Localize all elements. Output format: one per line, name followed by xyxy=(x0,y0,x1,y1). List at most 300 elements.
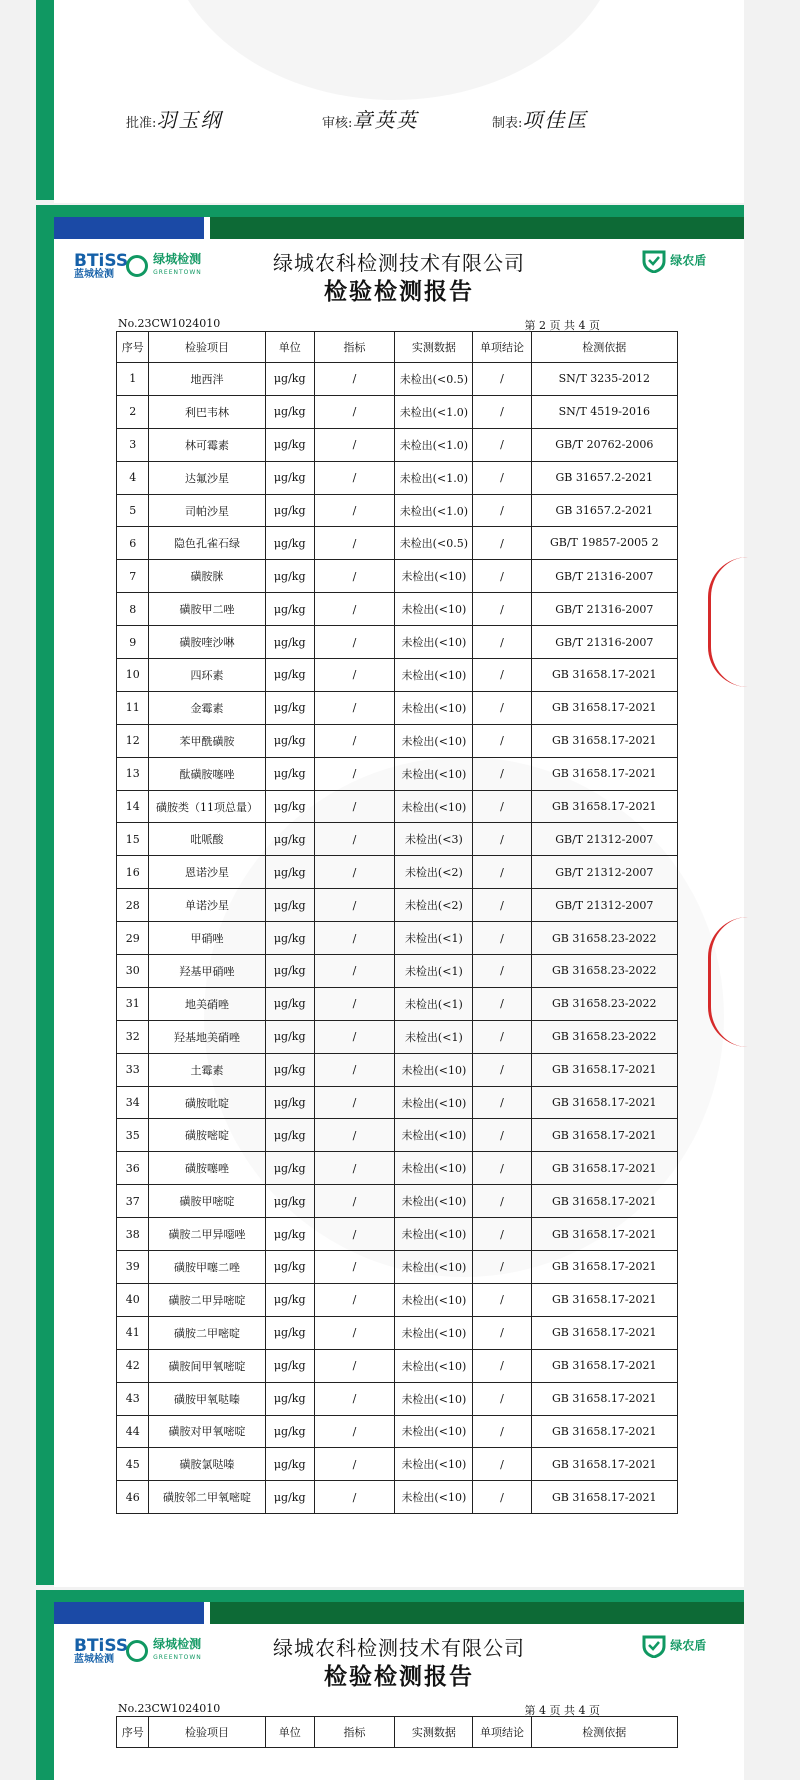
cell-result: 未检出(<10) xyxy=(395,1283,473,1316)
cell-method: GB 31658.17-2021 xyxy=(531,757,677,790)
approve-label: 批准: xyxy=(126,116,157,131)
table-row xyxy=(117,1218,678,1251)
cell-limit: / xyxy=(314,1251,394,1284)
cell-method: GB 31658.17-2021 xyxy=(531,1283,677,1316)
cell-item: 磺胺吡啶 xyxy=(149,1086,265,1119)
table-row xyxy=(117,593,678,626)
prepare-label: 制表: xyxy=(492,116,523,131)
cell-seq: 16 xyxy=(117,856,149,889)
cell-method: GB/T 21312-2007 xyxy=(531,823,677,856)
cell-method: GB 31658.17-2021 xyxy=(531,1218,677,1251)
cell-result: 未检出(<0.5) xyxy=(395,363,473,396)
cell-conclusion: / xyxy=(473,1119,531,1152)
cell-method: GB 31658.17-2021 xyxy=(531,1349,677,1382)
cell-conclusion: / xyxy=(473,395,531,428)
cell-limit: / xyxy=(314,1053,394,1086)
cell-unit: μg/kg xyxy=(265,1119,314,1152)
cell-item: 吡哌酸 xyxy=(149,823,265,856)
cell-method: GB 31658.17-2021 xyxy=(531,1185,677,1218)
header-method: 检测依据 xyxy=(531,1717,677,1748)
cell-seq: 15 xyxy=(117,823,149,856)
cell-unit: μg/kg xyxy=(265,626,314,659)
page4-sheet xyxy=(54,1602,744,1780)
cell-item: 磺胺甲噻二唑 xyxy=(149,1251,265,1284)
cell-seq: 34 xyxy=(117,1086,149,1119)
report-number: No.23CW1024010 xyxy=(118,317,221,330)
cell-item: 磺胺二甲异噁唑 xyxy=(149,1218,265,1251)
cell-unit: μg/kg xyxy=(265,691,314,724)
cell-conclusion: / xyxy=(473,593,531,626)
table-row xyxy=(117,889,678,922)
cell-method: GB 31658.23-2022 xyxy=(531,1020,677,1053)
cell-result: 未检出(<10) xyxy=(395,626,473,659)
cell-conclusion: / xyxy=(473,889,531,922)
cell-limit: / xyxy=(314,461,394,494)
cell-result: 未检出(<10) xyxy=(395,1185,473,1218)
cell-result: 未检出(<10) xyxy=(395,1349,473,1382)
cell-limit: / xyxy=(314,724,394,757)
cell-conclusion: / xyxy=(473,922,531,955)
cell-limit: / xyxy=(314,626,394,659)
cell-conclusion: / xyxy=(473,691,531,724)
cell-conclusion: / xyxy=(473,1020,531,1053)
header-limit: 指标 xyxy=(314,332,394,363)
cell-result: 未检出(<1.0) xyxy=(395,395,473,428)
cell-conclusion: / xyxy=(473,987,531,1020)
cell-result: 未检出(<10) xyxy=(395,724,473,757)
cell-item: 甲硝唑 xyxy=(149,922,265,955)
approve-signature: 羽玉纲 xyxy=(156,108,223,132)
cell-item: 隐色孔雀石绿 xyxy=(149,527,265,560)
cell-seq: 28 xyxy=(117,889,149,922)
cell-limit: / xyxy=(314,955,394,988)
cell-method: GB 31658.17-2021 xyxy=(531,724,677,757)
table-row xyxy=(117,527,678,560)
cell-result: 未检出(<10) xyxy=(395,1481,473,1514)
cell-seq: 29 xyxy=(117,922,149,955)
cell-result: 未检出(<3) xyxy=(395,823,473,856)
cell-item: 磺胺噻唑 xyxy=(149,1152,265,1185)
cell-limit: / xyxy=(314,1382,394,1415)
cell-seq: 3 xyxy=(117,428,149,461)
table-row xyxy=(117,955,678,988)
company-name: 绿城农科检测技术有限公司 xyxy=(273,251,525,275)
table-row xyxy=(117,428,678,461)
table-row xyxy=(117,1382,678,1415)
cell-item: 磺胺甲氧哒嗪 xyxy=(149,1382,265,1415)
cell-conclusion: / xyxy=(473,494,531,527)
cell-conclusion: / xyxy=(473,1185,531,1218)
cell-conclusion: / xyxy=(473,955,531,988)
cell-method: SN/T 4519-2016 xyxy=(531,395,677,428)
cell-method: GB/T 21312-2007 xyxy=(531,856,677,889)
cell-method: GB 31658.17-2021 xyxy=(531,1251,677,1284)
table-row xyxy=(117,1448,678,1481)
table-row xyxy=(117,363,678,396)
cell-result: 未检出(<1) xyxy=(395,1020,473,1053)
cell-limit: / xyxy=(314,790,394,823)
cell-method: GB 31658.17-2021 xyxy=(531,1152,677,1185)
signature-row xyxy=(54,92,744,132)
cell-item: 磺胺脒 xyxy=(149,560,265,593)
table-row xyxy=(117,395,678,428)
cell-conclusion: / xyxy=(473,724,531,757)
company-name: 绿城农科检测技术有限公司 xyxy=(273,1636,525,1660)
cell-method: GB 31657.2-2021 xyxy=(531,494,677,527)
cell-seq: 46 xyxy=(117,1481,149,1514)
cell-seq: 32 xyxy=(117,1020,149,1053)
cell-item: 达氟沙星 xyxy=(149,461,265,494)
cell-seq: 7 xyxy=(117,560,149,593)
cell-unit: μg/kg xyxy=(265,494,314,527)
cell-limit: / xyxy=(314,1086,394,1119)
cell-item: 苯甲酰磺胺 xyxy=(149,724,265,757)
table-row xyxy=(117,1086,678,1119)
cell-conclusion: / xyxy=(473,461,531,494)
page1-sheet xyxy=(54,0,744,203)
cell-limit: / xyxy=(314,922,394,955)
cell-limit: / xyxy=(314,659,394,692)
cell-seq: 9 xyxy=(117,626,149,659)
cell-conclusion: / xyxy=(473,757,531,790)
cell-item: 林可霉素 xyxy=(149,428,265,461)
results-table-page4 xyxy=(116,1716,678,1748)
cell-result: 未检出(<10) xyxy=(395,1382,473,1415)
cell-method: GB 31657.2-2021 xyxy=(531,461,677,494)
cell-method: GB 31658.17-2021 xyxy=(531,1316,677,1349)
cell-seq: 38 xyxy=(117,1218,149,1251)
cell-item: 地西泮 xyxy=(149,363,265,396)
cell-result: 未检出(<10) xyxy=(395,757,473,790)
greentown-logo: 绿城检测 GREENTOWN xyxy=(126,253,202,279)
cell-limit: / xyxy=(314,395,394,428)
cell-result: 未检出(<10) xyxy=(395,1053,473,1086)
cell-limit: / xyxy=(314,856,394,889)
cell-conclusion: / xyxy=(473,823,531,856)
cell-result: 未检出(<10) xyxy=(395,659,473,692)
cell-limit: / xyxy=(314,823,394,856)
cell-unit: μg/kg xyxy=(265,1185,314,1218)
cell-unit: μg/kg xyxy=(265,363,314,396)
cell-unit: μg/kg xyxy=(265,955,314,988)
cell-unit: μg/kg xyxy=(265,395,314,428)
cell-limit: / xyxy=(314,363,394,396)
cell-unit: μg/kg xyxy=(265,757,314,790)
header-unit: 单位 xyxy=(265,1717,314,1748)
cell-conclusion: / xyxy=(473,1316,531,1349)
cell-result: 未检出(<1.0) xyxy=(395,428,473,461)
review-signature: 章英英 xyxy=(352,108,419,132)
cell-unit: μg/kg xyxy=(265,1415,314,1448)
table-row xyxy=(117,1185,678,1218)
cell-item: 土霉素 xyxy=(149,1053,265,1086)
table-row xyxy=(117,922,678,955)
cell-seq: 12 xyxy=(117,724,149,757)
cell-unit: μg/kg xyxy=(265,922,314,955)
cell-result: 未检出(<10) xyxy=(395,593,473,626)
cell-conclusion: / xyxy=(473,1448,531,1481)
cell-limit: / xyxy=(314,1448,394,1481)
cell-seq: 41 xyxy=(117,1316,149,1349)
cell-method: GB/T 21316-2007 xyxy=(531,560,677,593)
cell-method: GB 31658.17-2021 xyxy=(531,1119,677,1152)
cell-unit: μg/kg xyxy=(265,1481,314,1514)
header-method: 检测依据 xyxy=(531,332,677,363)
page2-sheet xyxy=(54,217,744,1587)
page-info: 第 2 页 共 4 页 xyxy=(524,319,600,332)
header-seq: 序号 xyxy=(117,1717,149,1748)
cell-conclusion: / xyxy=(473,1283,531,1316)
cell-method: GB 31658.17-2021 xyxy=(531,1481,677,1514)
report-number: No.23CW1024010 xyxy=(118,1702,221,1715)
cell-limit: / xyxy=(314,494,394,527)
cell-result: 未检出(<2) xyxy=(395,856,473,889)
cell-item: 金霉素 xyxy=(149,691,265,724)
cell-unit: μg/kg xyxy=(265,987,314,1020)
cell-conclusion: / xyxy=(473,790,531,823)
header-stripe-blue xyxy=(54,1602,204,1624)
cell-conclusion: / xyxy=(473,1481,531,1514)
cell-limit: / xyxy=(314,1020,394,1053)
cell-item: 恩诺沙星 xyxy=(149,856,265,889)
cell-item: 磺胺类（11项总量） xyxy=(149,790,265,823)
cell-seq: 35 xyxy=(117,1119,149,1152)
cell-method: GB/T 19857-2005 2 xyxy=(531,527,677,560)
cell-seq: 4 xyxy=(117,461,149,494)
cell-result: 未检出(<1) xyxy=(395,987,473,1020)
table-row xyxy=(117,560,678,593)
header-stripe-green xyxy=(210,1602,744,1624)
cell-item: 四环素 xyxy=(149,659,265,692)
greentown-logo: 绿城检测 GREENTOWN xyxy=(126,1638,202,1664)
cell-method: GB 31658.17-2021 xyxy=(531,659,677,692)
table-row xyxy=(117,1283,678,1316)
cell-unit: μg/kg xyxy=(265,856,314,889)
cell-unit: μg/kg xyxy=(265,527,314,560)
table-row xyxy=(117,724,678,757)
cell-seq: 36 xyxy=(117,1152,149,1185)
cell-result: 未检出(<0.5) xyxy=(395,527,473,560)
cell-method: GB 31658.17-2021 xyxy=(531,691,677,724)
cell-seq: 40 xyxy=(117,1283,149,1316)
cell-result: 未检出(<10) xyxy=(395,1119,473,1152)
cell-conclusion: / xyxy=(473,1218,531,1251)
cell-seq: 5 xyxy=(117,494,149,527)
cell-method: GB 31658.17-2021 xyxy=(531,1053,677,1086)
cell-method: GB/T 21316-2007 xyxy=(531,593,677,626)
cell-unit: μg/kg xyxy=(265,659,314,692)
cell-method: GB/T 21312-2007 xyxy=(531,889,677,922)
table-row xyxy=(117,1481,678,1514)
cell-method: GB 31658.17-2021 xyxy=(531,790,677,823)
cell-limit: / xyxy=(314,593,394,626)
cell-conclusion: / xyxy=(473,856,531,889)
table-row xyxy=(117,1152,678,1185)
cell-seq: 13 xyxy=(117,757,149,790)
cell-unit: μg/kg xyxy=(265,1053,314,1086)
cell-method: GB 31658.17-2021 xyxy=(531,1448,677,1481)
cell-limit: / xyxy=(314,1218,394,1251)
cell-conclusion: / xyxy=(473,560,531,593)
table-row xyxy=(117,691,678,724)
cell-limit: / xyxy=(314,1415,394,1448)
cell-limit: / xyxy=(314,987,394,1020)
cell-conclusion: / xyxy=(473,1152,531,1185)
report-title: 检验检测报告 xyxy=(324,1663,474,1690)
cell-conclusion: / xyxy=(473,1349,531,1382)
cell-unit: μg/kg xyxy=(265,1448,314,1481)
cell-limit: / xyxy=(314,1119,394,1152)
cell-result: 未检出(<10) xyxy=(395,1152,473,1185)
table-header-row xyxy=(117,1717,678,1748)
cell-unit: μg/kg xyxy=(265,1152,314,1185)
cell-seq: 31 xyxy=(117,987,149,1020)
cell-limit: / xyxy=(314,1349,394,1382)
cell-item: 磺胺间甲氧嘧啶 xyxy=(149,1349,265,1382)
cell-unit: μg/kg xyxy=(265,1349,314,1382)
header-conclusion: 单项结论 xyxy=(473,332,531,363)
cell-result: 未检出(<10) xyxy=(395,1415,473,1448)
cell-conclusion: / xyxy=(473,626,531,659)
lvnongdun-logo: 绿农盾 xyxy=(642,249,706,273)
cell-seq: 11 xyxy=(117,691,149,724)
cell-item: 磺胺甲嘧啶 xyxy=(149,1185,265,1218)
header-unit: 单位 xyxy=(265,332,314,363)
cell-seq: 44 xyxy=(117,1415,149,1448)
table-row xyxy=(117,987,678,1020)
cell-unit: μg/kg xyxy=(265,593,314,626)
table-row xyxy=(117,823,678,856)
cell-unit: μg/kg xyxy=(265,461,314,494)
btiss-logo: BTiSS 蓝城检测 xyxy=(74,1636,129,1665)
header-item: 检验项目 xyxy=(149,1717,265,1748)
cell-limit: / xyxy=(314,1152,394,1185)
header-item: 检验项目 xyxy=(149,332,265,363)
header-stripe-green xyxy=(210,217,744,239)
cell-method: SN/T 3235-2012 xyxy=(531,363,677,396)
cell-limit: / xyxy=(314,757,394,790)
cell-seq: 14 xyxy=(117,790,149,823)
cell-item: 磺胺二甲嘧啶 xyxy=(149,1316,265,1349)
cell-result: 未检出(<1.0) xyxy=(395,494,473,527)
cell-limit: / xyxy=(314,428,394,461)
cell-result: 未检出(<2) xyxy=(395,889,473,922)
cell-unit: μg/kg xyxy=(265,823,314,856)
cell-seq: 45 xyxy=(117,1448,149,1481)
cell-method: GB 31658.23-2022 xyxy=(531,922,677,955)
cell-seq: 30 xyxy=(117,955,149,988)
cell-unit: μg/kg xyxy=(265,1283,314,1316)
cell-method: GB/T 20762-2006 xyxy=(531,428,677,461)
lvnongdun-logo: 绿农盾 xyxy=(642,1634,706,1658)
cell-method: GB 31658.23-2022 xyxy=(531,955,677,988)
cell-conclusion: / xyxy=(473,1415,531,1448)
header-stripe-blue xyxy=(54,217,204,239)
cell-method: GB 31658.17-2021 xyxy=(531,1415,677,1448)
cell-item: 磺胺氯哒嗪 xyxy=(149,1448,265,1481)
cell-limit: / xyxy=(314,889,394,922)
cell-conclusion: / xyxy=(473,1382,531,1415)
table-row xyxy=(117,1251,678,1284)
header-limit: 指标 xyxy=(314,1717,394,1748)
table-row xyxy=(117,856,678,889)
table-row xyxy=(117,1020,678,1053)
header-conclusion: 单项结论 xyxy=(473,1717,531,1748)
cell-item: 羟基甲硝唑 xyxy=(149,955,265,988)
table-row xyxy=(117,494,678,527)
cell-item: 司帕沙星 xyxy=(149,494,265,527)
btiss-logo: BTiSS 蓝城检测 xyxy=(74,251,129,280)
cell-conclusion: / xyxy=(473,1053,531,1086)
cell-result: 未检出(<10) xyxy=(395,1218,473,1251)
cell-unit: μg/kg xyxy=(265,560,314,593)
table-row xyxy=(117,1415,678,1448)
cell-unit: μg/kg xyxy=(265,790,314,823)
cell-limit: / xyxy=(314,560,394,593)
cell-result: 未检出(<10) xyxy=(395,691,473,724)
cell-seq: 10 xyxy=(117,659,149,692)
cell-unit: μg/kg xyxy=(265,1382,314,1415)
cell-seq: 33 xyxy=(117,1053,149,1086)
cell-item: 磺胺二甲异嘧啶 xyxy=(149,1283,265,1316)
cell-unit: μg/kg xyxy=(265,724,314,757)
table-row xyxy=(117,461,678,494)
cell-unit: μg/kg xyxy=(265,1086,314,1119)
table-row xyxy=(117,1119,678,1152)
table-header-row xyxy=(117,332,678,363)
cell-result: 未检出(<10) xyxy=(395,560,473,593)
cell-limit: / xyxy=(314,1316,394,1349)
cell-method: GB 31658.17-2021 xyxy=(531,1086,677,1119)
cell-item: 单诺沙星 xyxy=(149,889,265,922)
table-row xyxy=(117,1316,678,1349)
cell-limit: / xyxy=(314,1185,394,1218)
cell-seq: 8 xyxy=(117,593,149,626)
review-label: 审核: xyxy=(322,116,353,131)
cell-limit: / xyxy=(314,527,394,560)
cell-conclusion: / xyxy=(473,1251,531,1284)
cell-method: GB 31658.17-2021 xyxy=(531,1382,677,1415)
table-row xyxy=(117,1349,678,1382)
cell-seq: 1 xyxy=(117,363,149,396)
table-row xyxy=(117,790,678,823)
cell-conclusion: / xyxy=(473,363,531,396)
cell-seq: 39 xyxy=(117,1251,149,1284)
report-title: 检验检测报告 xyxy=(324,278,474,305)
cell-conclusion: / xyxy=(473,527,531,560)
cell-result: 未检出(<1) xyxy=(395,922,473,955)
cell-unit: μg/kg xyxy=(265,1316,314,1349)
cell-seq: 6 xyxy=(117,527,149,560)
table-row xyxy=(117,659,678,692)
cell-result: 未检出(<10) xyxy=(395,790,473,823)
cell-conclusion: / xyxy=(473,1086,531,1119)
cell-result: 未检出(<10) xyxy=(395,1448,473,1481)
cell-seq: 43 xyxy=(117,1382,149,1415)
cell-method: GB/T 21316-2007 xyxy=(531,626,677,659)
cell-item: 磺胺邻二甲氧嘧啶 xyxy=(149,1481,265,1514)
cell-item: 羟基地美硝唑 xyxy=(149,1020,265,1053)
results-table xyxy=(116,331,678,1514)
cell-method: GB 31658.23-2022 xyxy=(531,987,677,1020)
cell-unit: μg/kg xyxy=(265,1218,314,1251)
cell-item: 利巴韦林 xyxy=(149,395,265,428)
cell-unit: μg/kg xyxy=(265,1020,314,1053)
cell-item: 磺胺嘧啶 xyxy=(149,1119,265,1152)
cell-seq: 42 xyxy=(117,1349,149,1382)
cell-unit: μg/kg xyxy=(265,889,314,922)
page-info: 第 4 页 共 4 页 xyxy=(524,1704,600,1717)
